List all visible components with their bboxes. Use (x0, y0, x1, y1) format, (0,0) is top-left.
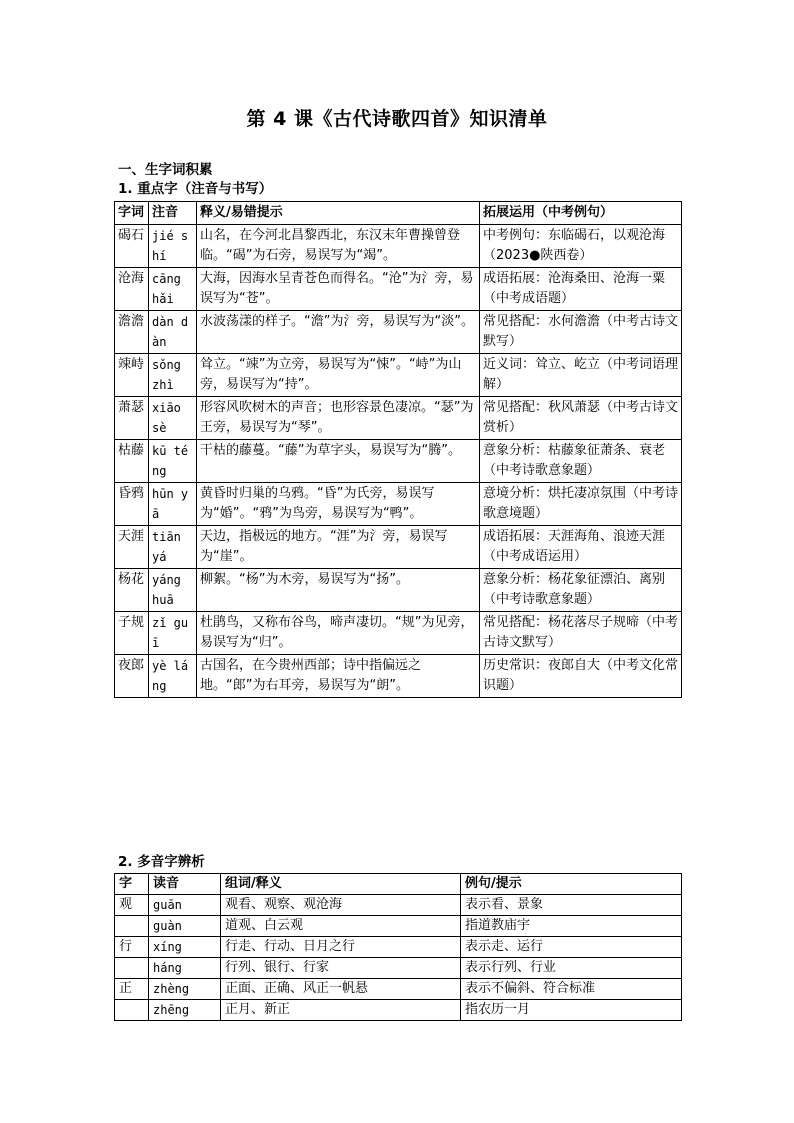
pinyin-cell: cāng hǎi (149, 268, 197, 311)
word-cell: 竦峙 (115, 354, 149, 397)
header-words: 组词/释义 (221, 874, 461, 895)
table-row (115, 440, 682, 483)
extension-cell: 中考例句：东临碣石，以观沧海（2023●陕西卷） (480, 225, 682, 268)
meaning-cell: 形容风吹树木的声音；也形容景色凄凉。“瑟”为王旁，易误写为“琴”。 (197, 397, 480, 440)
key-characters-table (114, 201, 682, 698)
word-cell: 澹澹 (115, 311, 149, 354)
pinyin-cell: jié shí (149, 225, 197, 268)
hint-cell: 表示走、运行 (461, 937, 682, 958)
extension-cell: 意境分析：烘托凄凉氛围（中考诗歌意境题） (480, 483, 682, 526)
words-cell: 道观、白云观 (221, 916, 461, 937)
table-row (115, 655, 682, 698)
meaning-cell: 山名，在今河北昌黎西北，东汉末年曹操曾登临。“碣”为石旁，易误写为“竭”。 (197, 225, 480, 268)
char-cell: 行 (115, 937, 149, 958)
table-row (115, 895, 682, 916)
table-row (115, 979, 682, 1000)
reading-cell: guān (149, 895, 221, 916)
reading-cell: zhēng (149, 1000, 221, 1021)
extension-cell: 常见搭配：秋风萧瑟（中考古诗文赏析） (480, 397, 682, 440)
subsection-heading-polyphones: 2. 多音字辨析 (118, 854, 205, 870)
subsection-heading-key-characters: 1. 重点字（注音与书写） (118, 181, 273, 197)
word-cell: 枯藤 (115, 440, 149, 483)
extension-cell: 成语拓展：沧海桑田、沧海一粟（中考成语题） (480, 268, 682, 311)
meaning-cell: 耸立。“竦”为立旁，易误写为“悚”。“峙”为山旁，易误写为“持”。 (197, 354, 480, 397)
table-row (115, 225, 682, 268)
pinyin-cell: dàn dàn (149, 311, 197, 354)
reading-cell: zhèng (149, 979, 221, 1000)
hint-cell: 表示行列、行业 (461, 958, 682, 979)
table-row (115, 526, 682, 569)
words-cell: 观看、观察、观沧海 (221, 895, 461, 916)
table-row (115, 483, 682, 526)
table-row (115, 569, 682, 612)
table-row (115, 937, 682, 958)
header-reading: 读音 (149, 874, 221, 895)
hint-cell: 指农历一月 (461, 1000, 682, 1021)
words-cell: 正月、新正 (221, 1000, 461, 1021)
table-header-row (115, 202, 682, 225)
pinyin-cell: tiān yá (149, 526, 197, 569)
extension-cell: 近义词：耸立、屹立（中考词语理解） (480, 354, 682, 397)
table-row (115, 311, 682, 354)
words-cell: 行列、银行、行家 (221, 958, 461, 979)
pinyin-cell: hūn yā (149, 483, 197, 526)
word-cell: 沧海 (115, 268, 149, 311)
meaning-cell: 杜鹃鸟，又称布谷鸟，啼声凄切。“规”为见旁，易误写为“归”。 (197, 612, 480, 655)
pinyin-cell: kū téng (149, 440, 197, 483)
header-meaning: 释义/易错提示 (197, 202, 480, 225)
hint-cell: 表示不偏斜、符合标准 (461, 979, 682, 1000)
table-row (115, 916, 682, 937)
meaning-cell: 天边，指极远的地方。“涯”为氵旁，易误写为“崖”。 (197, 526, 480, 569)
extension-cell: 成语拓展：天涯海角、浪迹天涯（中考成语运用） (480, 526, 682, 569)
word-cell: 昏鸦 (115, 483, 149, 526)
meaning-cell: 干枯的藤蔓。“藤”为草字头，易误写为“腾”。 (197, 440, 480, 483)
char-cell (115, 958, 149, 979)
extension-cell: 常见搭配：水何澹澹（中考古诗文默写） (480, 311, 682, 354)
table-row (115, 958, 682, 979)
table-row (115, 354, 682, 397)
char-cell: 正 (115, 979, 149, 1000)
reading-cell: xíng (149, 937, 221, 958)
extension-cell: 意象分析：杨花象征漂泊、离别（中考诗歌意象题） (480, 569, 682, 612)
extension-cell: 意象分析：枯藤象征萧条、衰老（中考诗歌意象题） (480, 440, 682, 483)
char-cell: 观 (115, 895, 149, 916)
pinyin-cell: zǐ guī (149, 612, 197, 655)
extension-cell: 历史常识：夜郎自大（中考文化常识题） (480, 655, 682, 698)
table-header-row (115, 874, 682, 895)
meaning-cell: 柳絮。“杨”为木旁，易误写为“扬”。 (197, 569, 480, 612)
table-row (115, 612, 682, 655)
word-cell: 萧瑟 (115, 397, 149, 440)
word-cell: 夜郎 (115, 655, 149, 698)
char-cell (115, 916, 149, 937)
meaning-cell: 水波荡漾的样子。“澹”为氵旁，易误写为“淡”。 (197, 311, 480, 354)
table-row (115, 268, 682, 311)
meaning-cell: 大海，因海水呈青苍色而得名。“沧”为氵旁，易误写为“苍”。 (197, 268, 480, 311)
extension-cell: 常见搭配：杨花落尽子规啼（中考古诗文默写） (480, 612, 682, 655)
section-heading-vocabulary: 一、生字词积累 (118, 162, 213, 178)
header-char: 字 (115, 874, 149, 895)
pinyin-cell: yè láng (149, 655, 197, 698)
header-hint: 例句/提示 (461, 874, 682, 895)
reading-cell: guàn (149, 916, 221, 937)
word-cell: 杨花 (115, 569, 149, 612)
hint-cell: 指道教庙宇 (461, 916, 682, 937)
pinyin-cell: sǒng zhì (149, 354, 197, 397)
meaning-cell: 古国名，在今贵州西部；诗中指偏远之地。“郎”为右耳旁，易误写为“朗”。 (197, 655, 480, 698)
page-title: 第 4 课《古代诗歌四首》知识清单 (246, 108, 548, 130)
header-word: 字词 (115, 202, 149, 225)
hint-cell: 表示看、景象 (461, 895, 682, 916)
word-cell: 天涯 (115, 526, 149, 569)
word-cell: 碣石 (115, 225, 149, 268)
header-extension: 拓展运用（中考例句） (480, 202, 682, 225)
words-cell: 行走、行动、日月之行 (221, 937, 461, 958)
pinyin-cell: yáng huā (149, 569, 197, 612)
header-pinyin: 注音 (149, 202, 197, 225)
meaning-cell: 黄昏时归巢的乌鸦。“昏”为氏旁，易误写为“婚”。“鸦”为鸟旁，易误写为“鸭”。 (197, 483, 480, 526)
table-row (115, 1000, 682, 1021)
words-cell: 正面、正确、风正一帆悬 (221, 979, 461, 1000)
table-row (115, 397, 682, 440)
polyphone-table (114, 873, 682, 1021)
word-cell: 子规 (115, 612, 149, 655)
char-cell (115, 1000, 149, 1021)
pinyin-cell: xiāo sè (149, 397, 197, 440)
reading-cell: háng (149, 958, 221, 979)
